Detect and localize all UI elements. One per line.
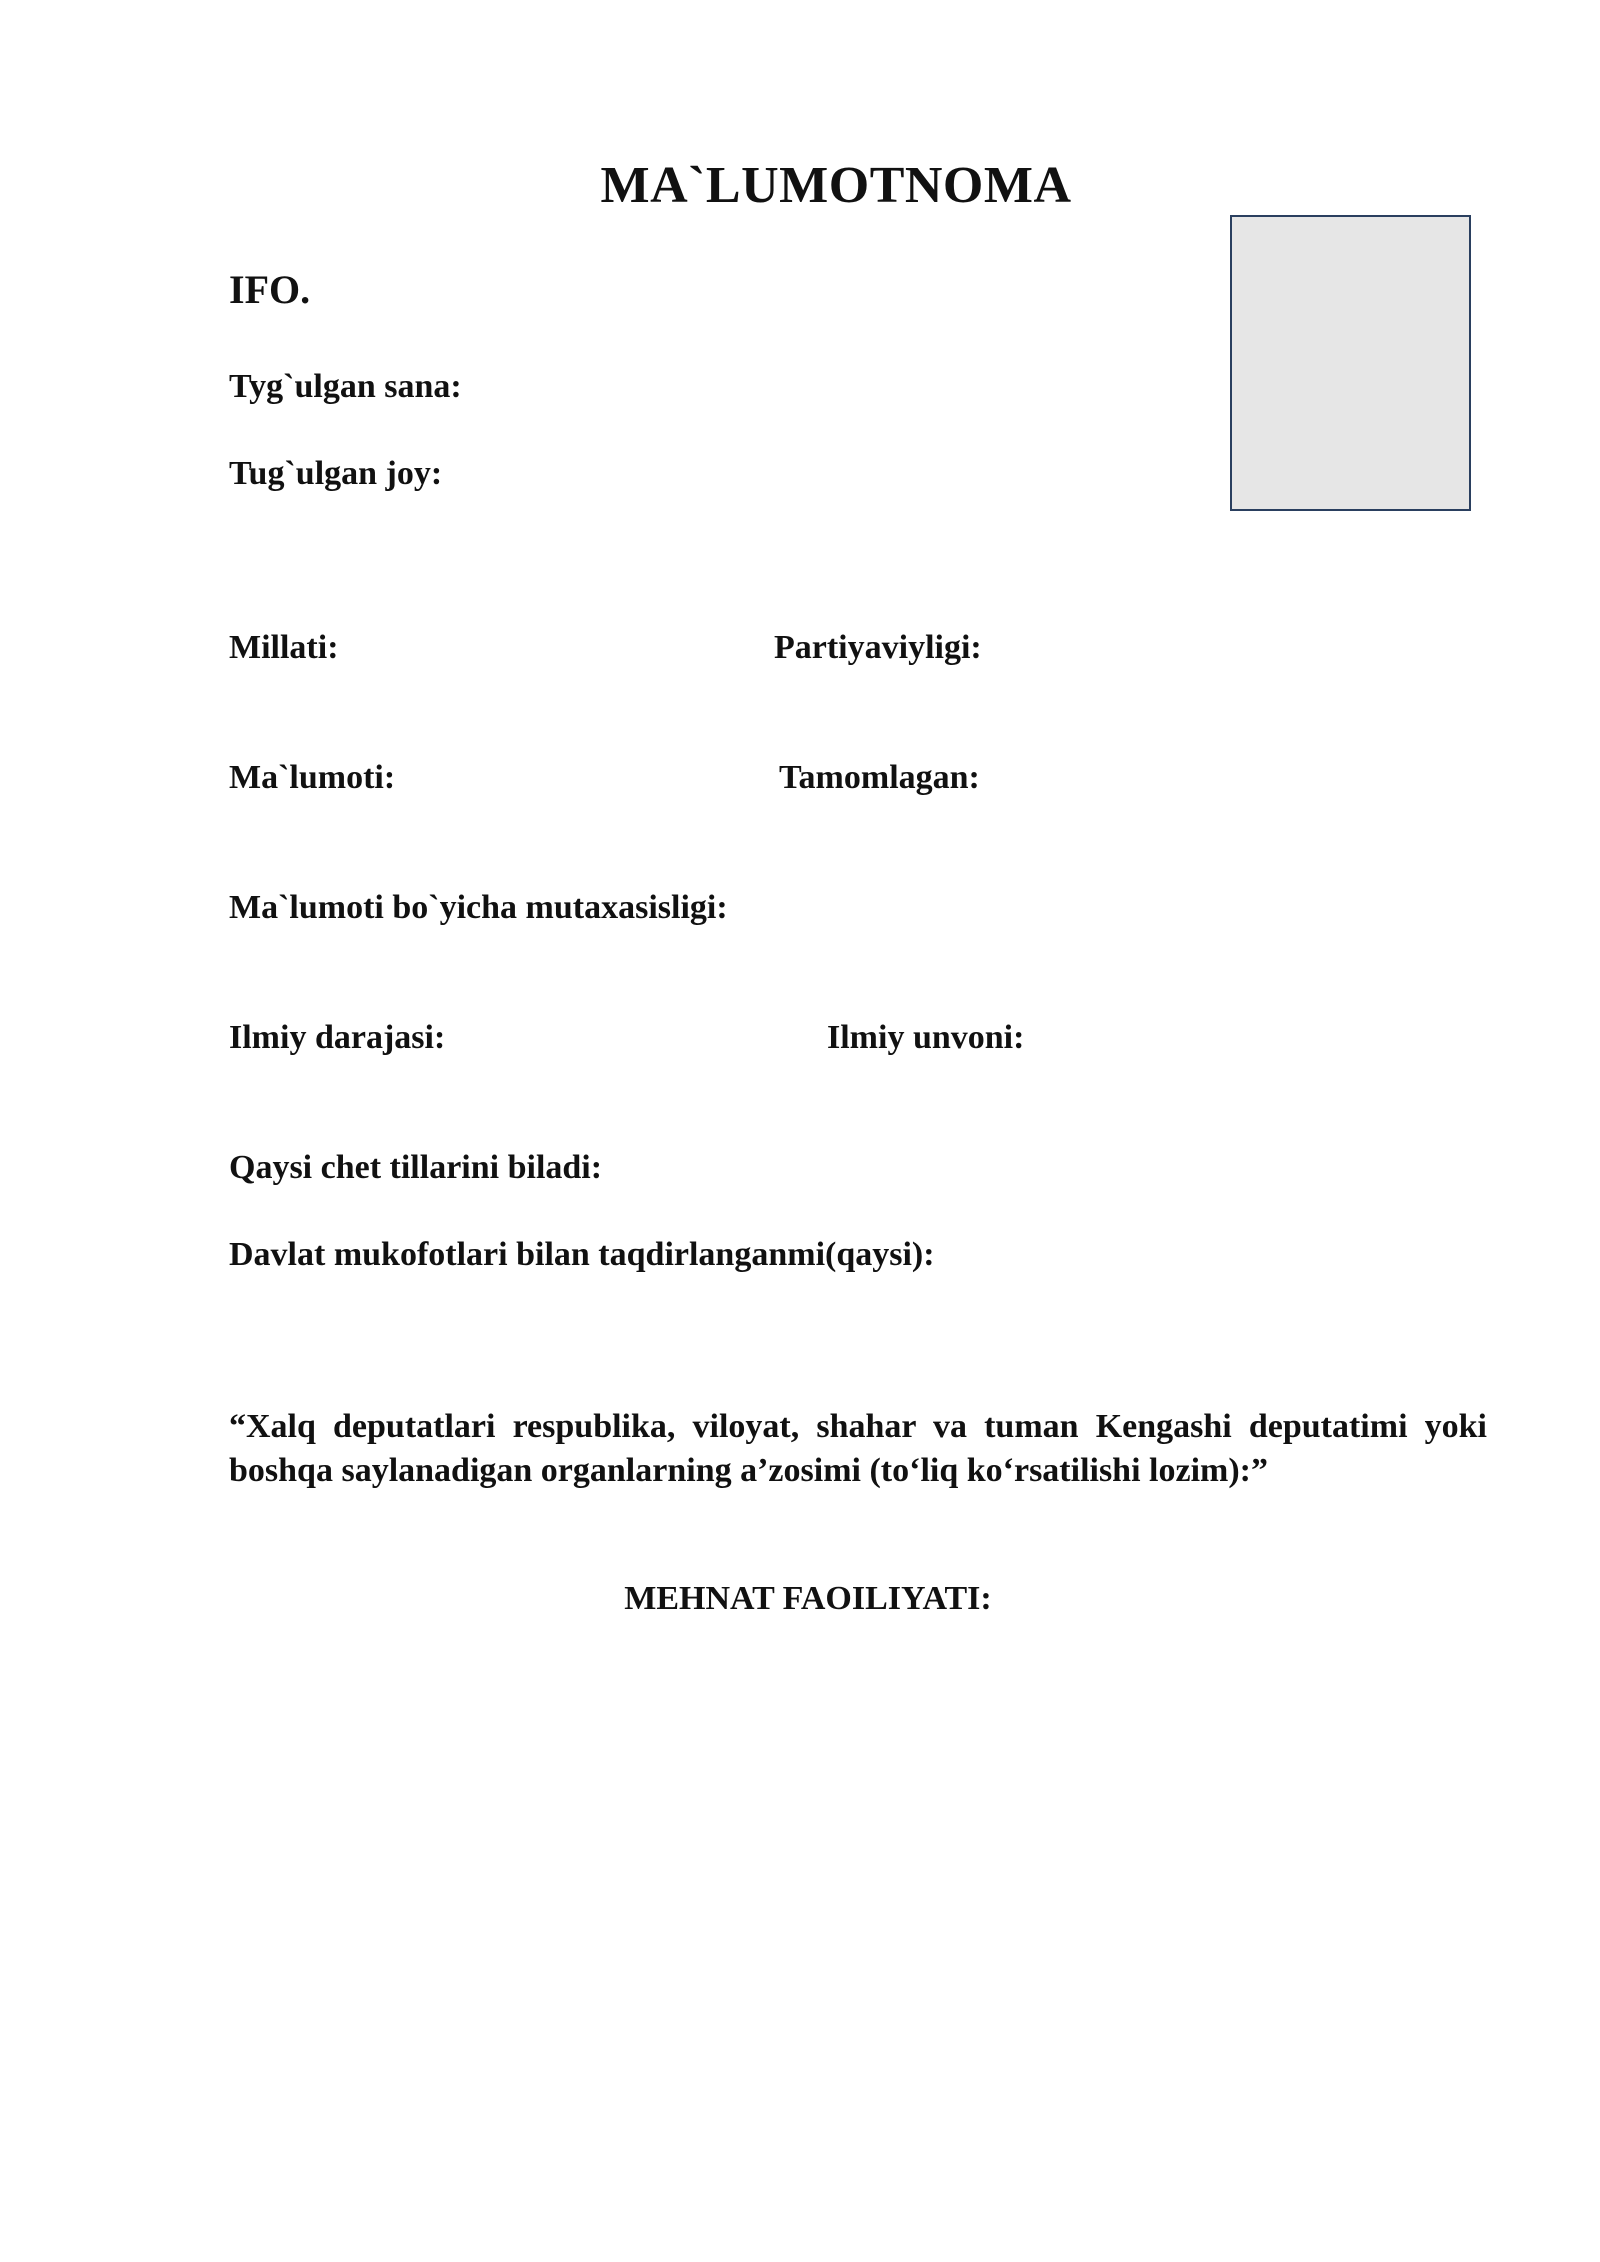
birth-place-label: Tug`ulgan joy: [229,455,443,492]
languages-label: Qaysi chet tillarini biladi: [229,1149,603,1186]
graduated-label: Tamomlagan: [779,759,980,796]
ifo-label: IFO. [229,267,311,312]
academic-title-label: Ilmiy unvoni: [827,1019,1025,1056]
work-section-heading: MEHNAT FAOILIYATI: [624,1580,992,1617]
degree-label: Ilmiy darajasi: [229,1019,446,1056]
birth-date-label: Tyg`ulgan sana: [229,368,462,405]
awards-label: Davlat mukofotlari bilan taqdirlanganmi(qaysi): [229,1236,935,1273]
document-title: MA`LUMOTNOMA [600,157,1072,214]
specialty-label: Ma`lumoti bo`yicha mutaxasisligi: [229,889,728,926]
nationality-label: Millati: [229,629,339,666]
photo-placeholder [1230,215,1471,511]
education-label: Ma`lumoti: [229,759,396,796]
deputy-membership-paragraph: “Xalq deputatlari respublika, viloyat, shahar va tuman Kengashi deputatimi yoki boshqa saylanadigan organlarning a’zosimi (to‘liq ko‘rsatilishi lozim):” [229,1408,1487,1489]
party-label: Partiyaviyligi: [774,629,982,666]
